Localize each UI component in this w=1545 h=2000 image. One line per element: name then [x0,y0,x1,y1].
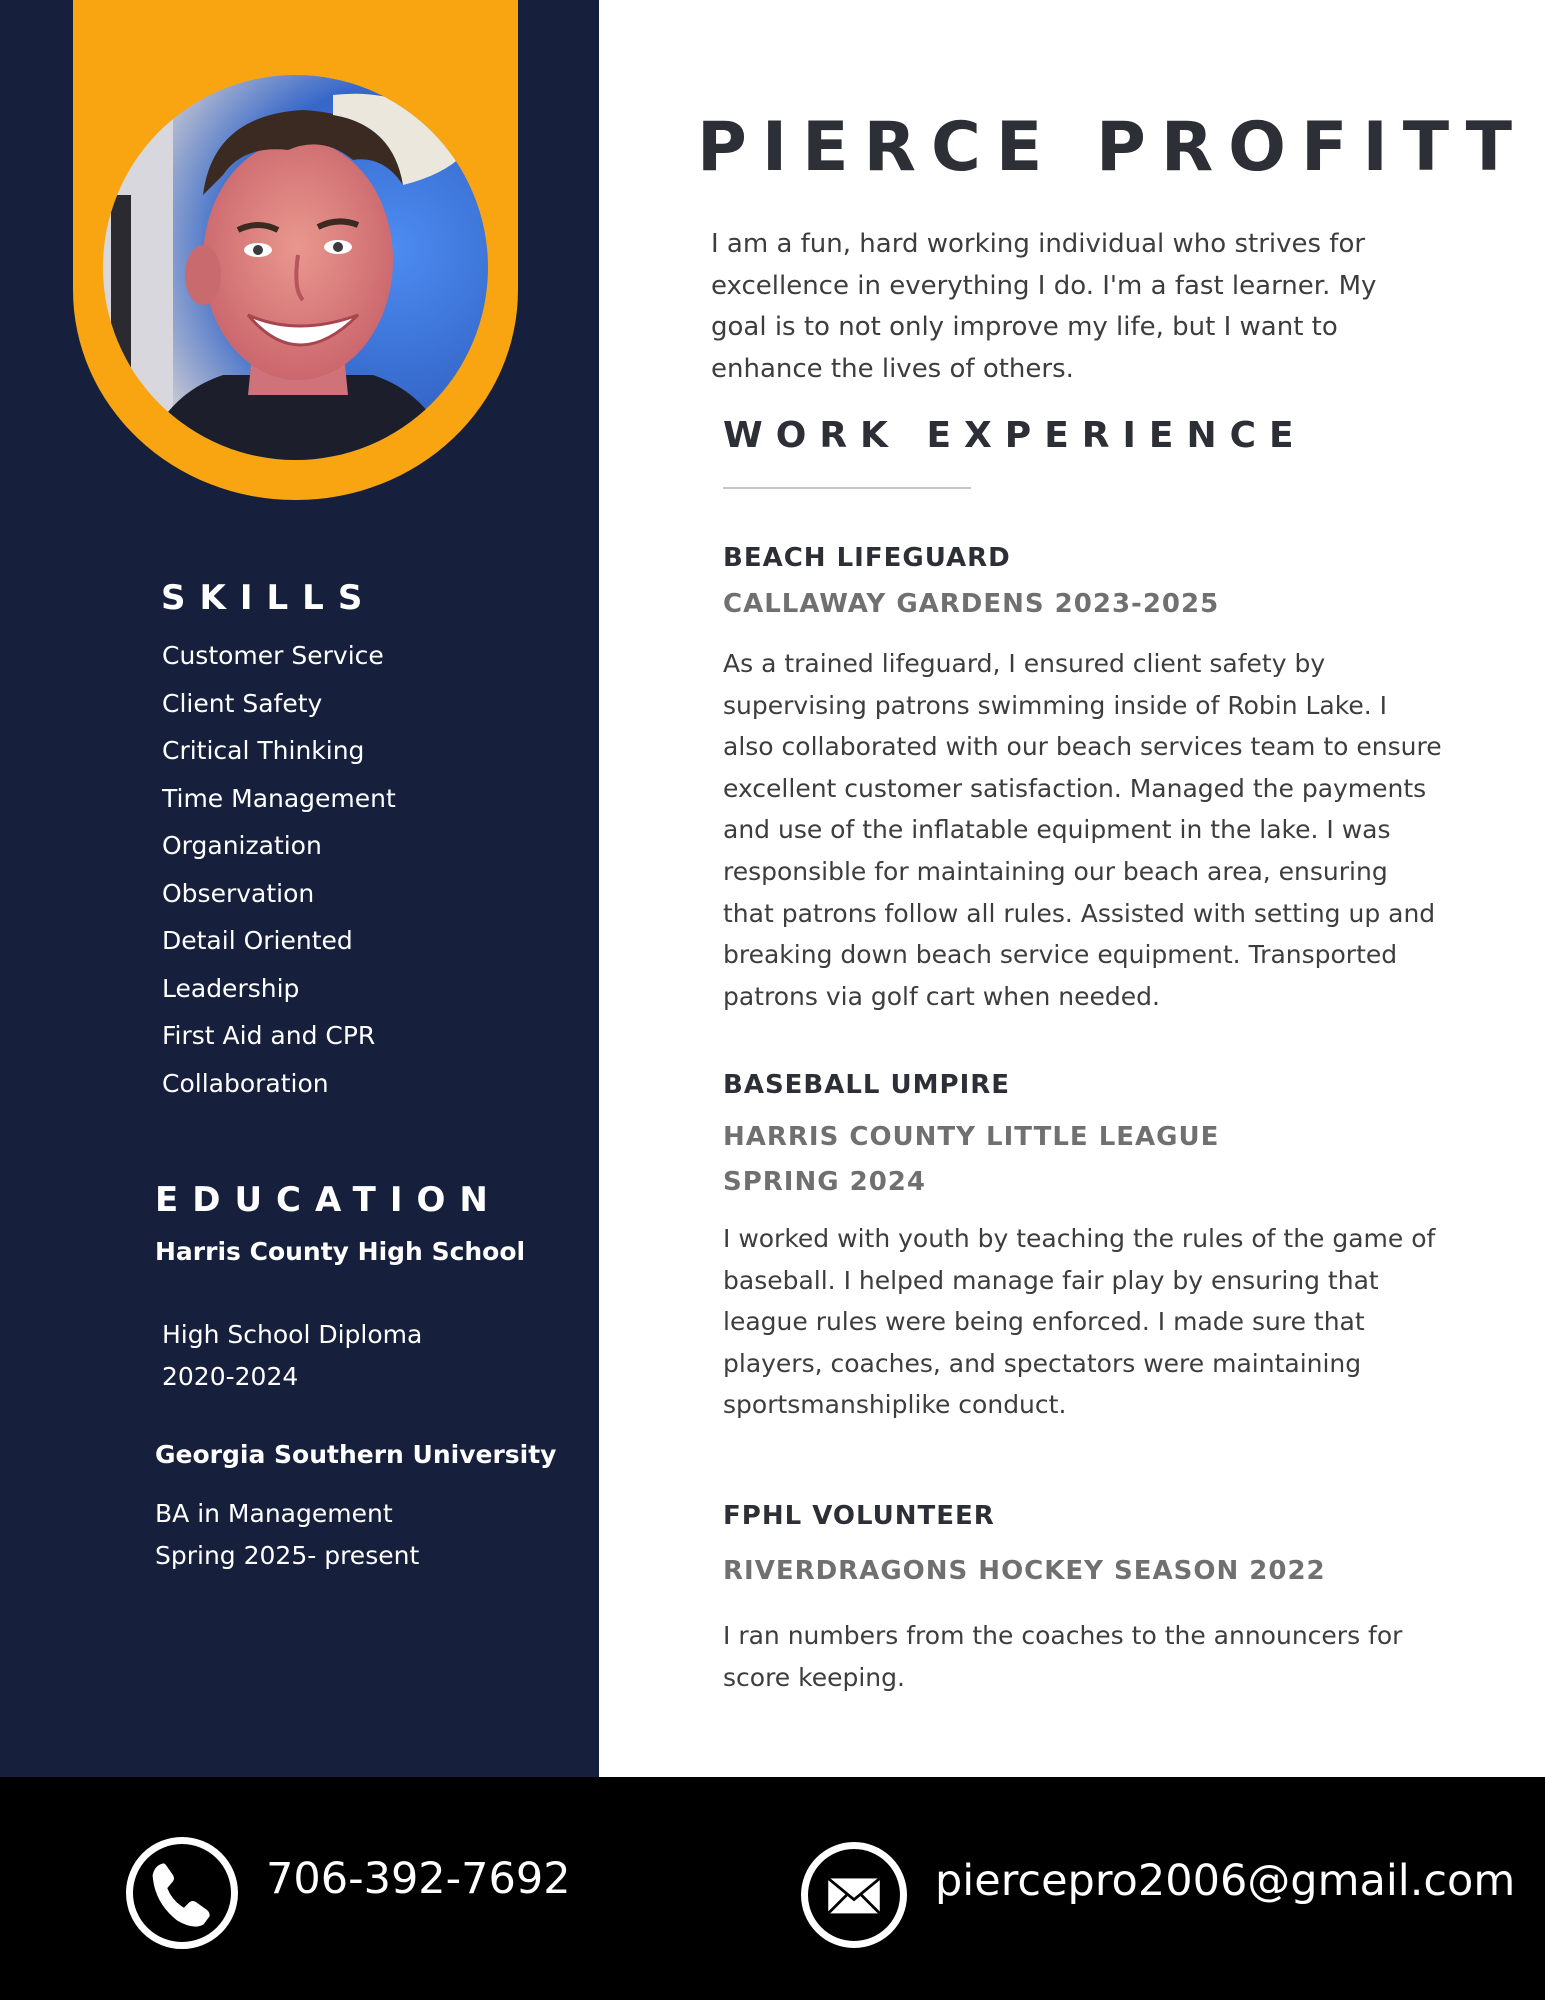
job-organization: HARRIS COUNTY LITTLE LEAGUE [723,1122,1220,1152]
job-organization: CALLAWAY GARDENS 2023-2025 [723,589,1220,619]
phone-number[interactable]: 706-392-7692 [266,1854,571,1904]
skill-item: Organization [162,831,322,860]
education-heading: EDUCATION [155,1180,502,1220]
skill-item: Critical Thinking [162,736,365,765]
job-title: BASEBALL UMPIRE [723,1070,1011,1100]
skill-item: Time Management [162,783,396,813]
skills-heading: SKILLS [161,578,377,618]
skill-item: Detail Oriented [162,926,353,955]
job-title: FPHL VOLUNTEER [723,1501,995,1531]
work-experience-heading: WORK EXPERIENCE [723,415,1307,456]
date-range: 2020-2024 [162,1362,299,1391]
skill-item: Customer Service [162,641,384,670]
school-name: Harris County High School [155,1237,526,1266]
job-description: I worked with youth by teaching the rules of the game of baseball. I helped manage fair play by ensuring that league rules were being enforced. I made sure that players, coaches, and spectators were maintaining sportsmanshiplike conduct. [723,1224,1436,1420]
email-address[interactable]: piercepro2006@gmail.com [935,1856,1516,1906]
phone-icon [126,1837,238,1949]
job-description: I ran numbers from the coaches to the announcers for score keeping. [723,1621,1403,1692]
job-organization: RIVERDRAGONS HOCKEY SEASON 2022 [723,1556,1326,1586]
degree-text: BA in Management [155,1499,393,1528]
profile-summary: I am a fun, hard working individual who strives for excellence in everything I do. I'm a fast learner. My goal is to not only improve my life, but I want to enhance the lives of others. [711,229,1377,384]
job-description: As a trained lifeguard, I ensured client safety by supervising patrons swimming inside of Robin Lake. I also collaborated with our beach services team to ensure excellent customer satisfaction. Managed the payments and use of the inflatable equipment in the lake. I was responsible for maintaining our beach area, ensuring that patrons follow all rules. Assisted with setting up and breaking down beach service equipment. Transported patrons via golf cart when needed. [723,649,1442,1011]
skill-item: Collaboration [162,1068,329,1098]
section-divider [723,487,971,489]
date-range: Spring 2025- present [155,1541,420,1570]
skills-list [162,632,396,1107]
school-name: Georgia Southern University [155,1440,557,1469]
job-date: SPRING 2024 [723,1167,926,1197]
job-title: BEACH LIFEGUARD [723,543,1011,573]
skill-item: First Aid and CPR [162,1021,376,1050]
profile-photo [103,75,488,460]
candidate-name: PIERCE PROFITT [697,108,1528,187]
envelope-icon [801,1842,907,1948]
skill-item: Observation [162,878,315,908]
skill-item: Client Safety [162,688,323,718]
skill-item: Leadership [162,973,300,1003]
degree-text: High School Diploma [162,1320,423,1349]
